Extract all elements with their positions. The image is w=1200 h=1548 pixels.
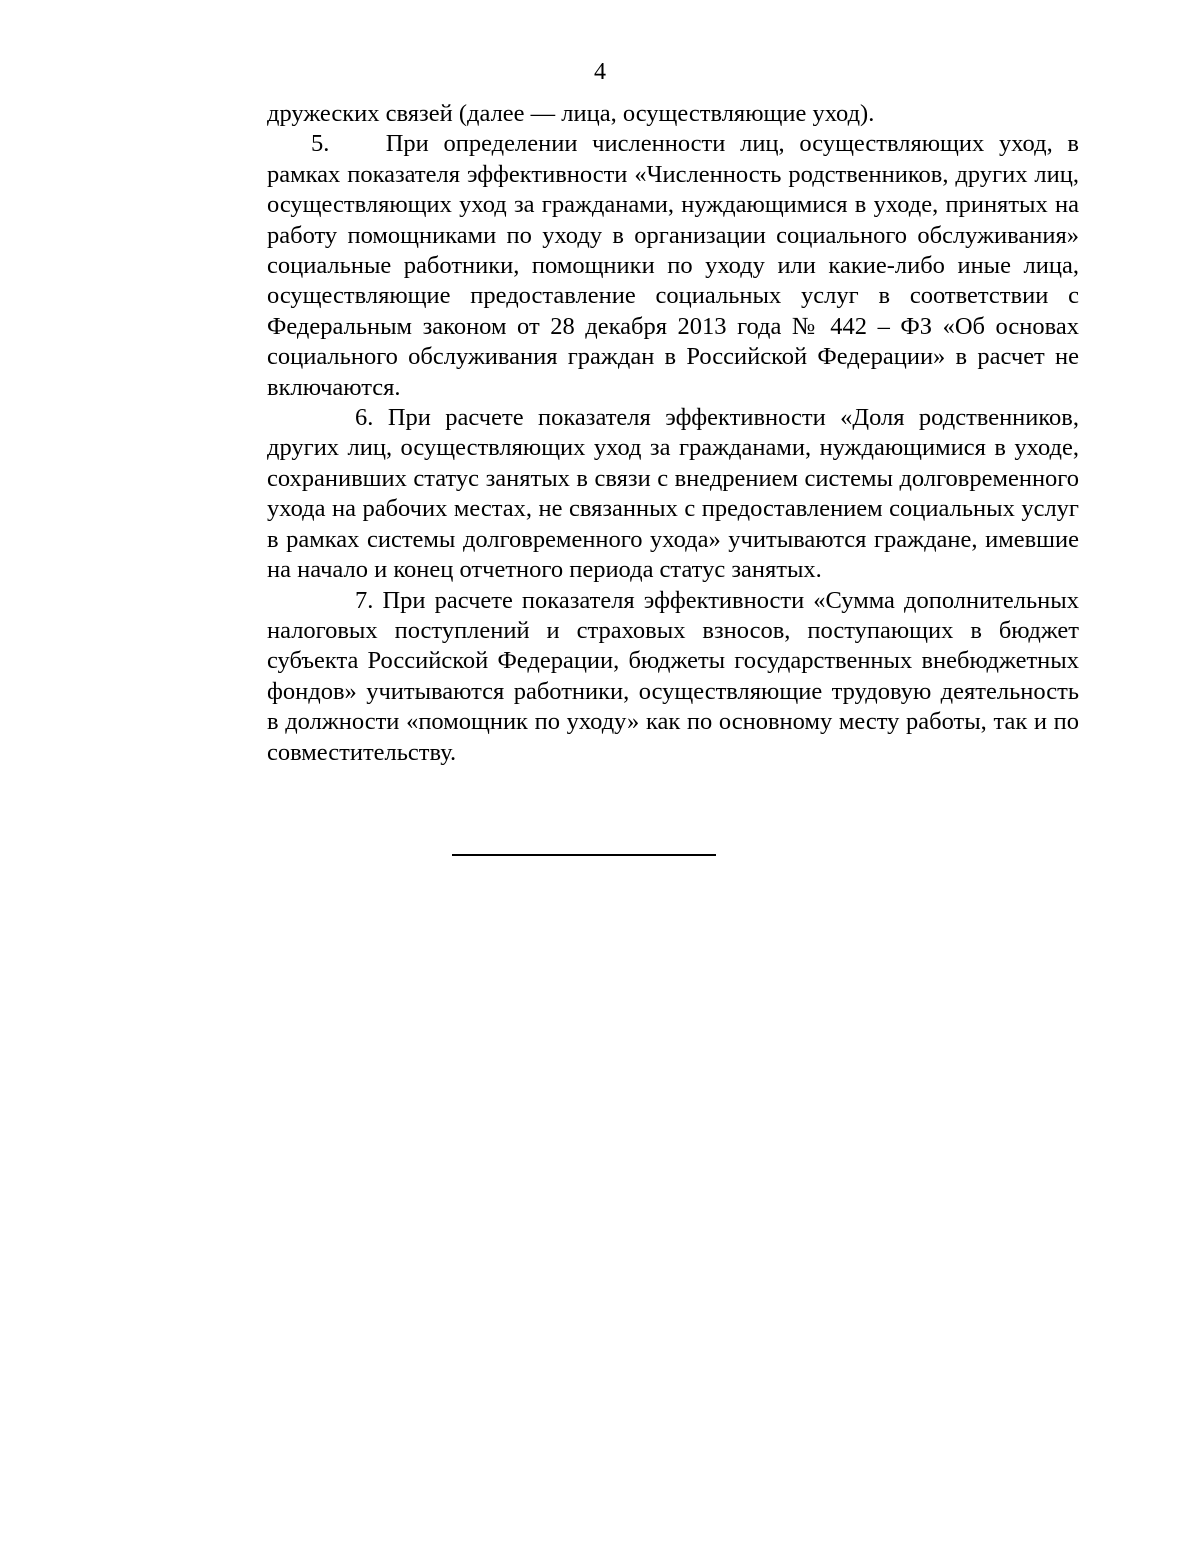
paragraph-item-7: [267, 586, 1079, 768]
paragraph-text: дружеских связей (далее — лица, осуществляющие уход).: [267, 100, 875, 127]
paragraph-continuation: [267, 99, 1079, 129]
paragraph-text: При расчете показателя эффективности «Сумма дополнительных налоговых поступлений и страховых взносов, поступающих в бюджет субъекта Российской Федерации, бюджеты государственных внебюджетных фондов» учитываются работники, осуществляющие трудовую деятельность в должности «помощник по уходу» как по основному месту работы, так и по совместительству.: [267, 586, 1080, 766]
closing-horizontal-rule: [452, 854, 716, 856]
paragraph-text: При расчете показателя эффективности «Доля родственников, других лиц, осуществляющих уход за гражданами, нуждающимися в уходе, сохранивших статус занятых в связи с внедрением системы долговременного ухода на рабочих местах, не связанных с предоставлением социальных услуг в рамках системы долговременного ухода» учитываются граждане, имевшие на начало и конец отчетного периода статус занятых.: [267, 404, 1080, 584]
page-number: 4: [594, 59, 606, 85]
paragraph-item-5: [267, 129, 1079, 403]
paragraph-number: 5.: [311, 130, 330, 158]
paragraph-number: 6.: [355, 404, 374, 432]
paragraph-text: При определении численности лиц, осуществляющих уход, в рамках показателя эффективности «Численность родственников, других лиц, осуществляющих уход за гражданами, нуждающимися в уходе, принятых на работу помощниками по уходу в организации социального обслуживания» социальные работники, помощники по уходу или какие-либо иные лица, осуществляющие предоставление социальных услуг в соответствии с Федеральным законом от 28 декабря 2013 года № 442 – ФЗ «Об основах социального обслуживания граждан в Российской Федерации» в расчет не включаются.: [267, 130, 1079, 401]
paragraph-number: 7.: [355, 586, 374, 614]
document-body: [267, 99, 1079, 768]
paragraph-item-6: [267, 403, 1079, 585]
